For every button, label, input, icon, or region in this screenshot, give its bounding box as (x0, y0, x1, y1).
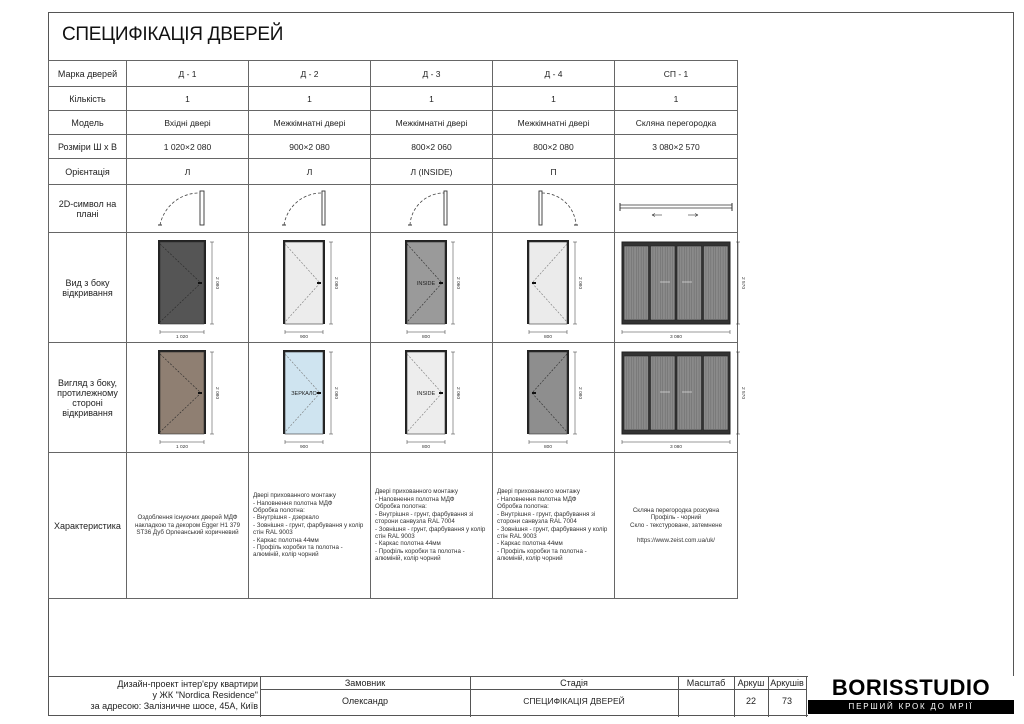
project-line-1: Дизайн-проект інтер'єру квартири (117, 679, 258, 689)
elevation-cell (493, 343, 615, 453)
row-view-back (49, 343, 738, 453)
description-line: - Профіль коробки та полотна - алюміній, колір чорний (253, 544, 343, 559)
sheet-label: Аркуш (737, 678, 765, 688)
stage-value: СПЕЦИФІКАЦІЯ ДВЕРЕЙ (523, 696, 625, 706)
scale-label: Масштаб (686, 678, 726, 688)
description-line: - Внутрішня - дзеркало (253, 514, 319, 522)
description-line: Скляна перегородка розсувна (632, 506, 720, 514)
height-dimension-label: 2 060 (454, 276, 460, 289)
row-mark (49, 61, 738, 87)
description-line: - Внутрішня - грунт, фарбування зі сторони санвузла RAL 7004 (375, 510, 474, 526)
description-line: Двері прихованного монтажу (375, 488, 458, 496)
sheet-value: 22 (745, 696, 756, 706)
width-dimension-label: 900 (299, 334, 308, 340)
door-handle (532, 392, 536, 394)
row-label-view-back: Вигляд з боку, протилежному стороні відкривання (49, 343, 127, 453)
description-line: - Зовнішня - грунт, фарбування у колір стін RAL 9003 (253, 521, 364, 537)
door-orient: Л (249, 159, 371, 185)
door-elevation (496, 346, 612, 450)
height-dimension-label: 2 080 (332, 276, 338, 289)
door-size: 1 020×2 080 (127, 135, 249, 159)
row-label-view-open: Вид з боку відкривання (49, 233, 127, 343)
width-dimension-label: 3 080 (669, 334, 683, 340)
door-size: 900×2 080 (249, 135, 371, 159)
door-plan-symbol (514, 189, 594, 229)
width-dimension-label: 1 020 (175, 334, 188, 340)
elevation-cell (371, 233, 493, 343)
logo-slogan: ПЕРШИЙ КРОК ДО МРІЇ (808, 700, 1014, 714)
row-size (49, 135, 738, 159)
door-plan-symbol (148, 189, 228, 229)
door-orient (615, 159, 738, 185)
height-dimension-label: 2 060 (454, 386, 460, 399)
row-plan (49, 185, 738, 233)
project-address (48, 679, 258, 712)
door-plan-symbol (270, 189, 350, 229)
door-leaf (160, 352, 204, 434)
door-description (371, 453, 493, 599)
row-view-open (49, 233, 738, 343)
door-model: Скляна перегородка (615, 111, 738, 135)
door-elevation (374, 236, 490, 340)
client-value: Олександр (342, 696, 388, 706)
door-mark: Д - 1 (127, 61, 249, 87)
height-dimension-label: 2 080 (576, 386, 582, 399)
elevation-cell (371, 343, 493, 453)
inside-label: ЗЕРКАЛО (290, 390, 317, 397)
width-dimension-label: 800 (421, 334, 430, 340)
description-line: - Наповнення полотна МДФ (375, 495, 455, 503)
door-qty: 1 (493, 87, 615, 111)
door-qty: 1 (371, 87, 493, 111)
door-handle (532, 282, 536, 284)
height-dimension-label: 2 570 (740, 386, 745, 399)
description-line: Обробка полотна: (497, 503, 549, 511)
description-line: - Зовнішня - грунт, фарбування у колір стін RAL 9003 (497, 525, 608, 540)
height-dimension-label: 2 080 (213, 276, 219, 289)
logo-text: BORISSTUDIO (831, 675, 991, 700)
door-model: Межкімнатні двері (493, 111, 615, 135)
row-orient (49, 159, 738, 185)
client-label: Замовник (344, 678, 386, 688)
door-model: Вхідні двері (127, 111, 249, 135)
description-line: Скло - текстуроване, затемнене (629, 521, 723, 529)
description-line: Оздоблення існуючих дверей МДФ накладкою та декором Egger H1 379 ST36 Дуб Орлеанський коричневий (134, 514, 241, 537)
width-dimension-label: 800 (421, 444, 430, 450)
door-size: 3 080×2 570 (615, 135, 738, 159)
stage-label: Стадія (560, 678, 588, 688)
height-dimension-label: 2 570 (740, 276, 745, 289)
plan-cell (493, 185, 615, 233)
row-label-model: Модель (49, 111, 127, 135)
plan-cell (249, 185, 371, 233)
description-line: Профіль - чорний (650, 514, 702, 522)
description-line (619, 529, 733, 536)
height-dimension-label: 2 080 (576, 276, 582, 289)
door-handle (439, 282, 443, 284)
door-description (249, 453, 371, 599)
door-mark: Д - 3 (371, 61, 493, 87)
row-label-size: Розміри Ш х В (49, 135, 127, 159)
sheets-label: Аркушів (770, 678, 804, 688)
door-qty: 1 (249, 87, 371, 111)
description-line: - Каркас полотна 44мм (253, 536, 319, 544)
elevation-cell (615, 343, 745, 453)
door-handle (439, 392, 443, 394)
plan-cell (615, 185, 738, 233)
description-line: - Внутрішня - грунт, фарбування зі сторони санвузла RAL 7004 (497, 510, 596, 526)
row-char (49, 453, 738, 599)
door-mark: СП - 1 (615, 61, 738, 87)
door-qty: 1 (615, 87, 738, 111)
door-description (127, 453, 249, 599)
elevation-cell (493, 233, 615, 343)
inside-label: INSIDE (416, 390, 435, 397)
description-line: - Зовнішня - грунт, фарбування у колір стін RAL 9003 (375, 525, 486, 540)
partition-plan-symbol (618, 197, 734, 221)
width-dimension-label: 1 020 (175, 444, 188, 450)
door-leaf (160, 242, 204, 324)
row-label-plan: 2D-символ на плані (49, 185, 127, 233)
studio-logo (808, 676, 1014, 716)
door-elevation (374, 346, 490, 450)
width-dimension-label: 900 (299, 444, 308, 450)
row-label-mark: Марка дверей (49, 61, 127, 87)
door-elevation (252, 236, 368, 340)
width-dimension-label: 3 080 (669, 444, 683, 450)
row-qty (49, 87, 738, 111)
door-size: 800×2 080 (493, 135, 615, 159)
description-line: Двері прихованного монтажу (497, 488, 580, 496)
row-label-qty: Кількість (49, 87, 127, 111)
door-description (615, 453, 738, 599)
door-orient: Л (INSIDE) (371, 159, 493, 185)
door-handle (198, 392, 202, 394)
elevation-cell (127, 233, 249, 343)
door-handle (317, 282, 321, 284)
description-line: - Профіль коробки та полотна - алюміній, колір чорний (497, 547, 587, 563)
elevation-cell (615, 233, 745, 343)
elevation-cell (249, 343, 371, 453)
door-description (493, 453, 615, 599)
elevation-cell (249, 233, 371, 343)
divider (806, 677, 807, 717)
description-line: - Каркас полотна 44мм (375, 540, 441, 548)
plan-cell (371, 185, 493, 233)
description-line: Обробка полотна: (253, 506, 305, 514)
description-line: - Каркас полотна 44мм (497, 540, 563, 548)
description-line: - Наповнення полотна МДФ (253, 499, 333, 507)
inside-label: INSIDE (416, 280, 435, 287)
door-elevation (618, 346, 745, 450)
door-qty: 1 (127, 87, 249, 111)
description-line: Обробка полотна: (375, 503, 427, 511)
door-size: 800×2 060 (371, 135, 493, 159)
door-mark: Д - 2 (249, 61, 371, 87)
project-line-2: у ЖК "Nordica Residence" (152, 690, 258, 700)
page-title: СПЕЦИФІКАЦІЯ ДВЕРЕЙ (62, 24, 284, 45)
description-line: - Профіль коробки та полотна - алюміній, колір чорний (375, 547, 465, 563)
door-handle (198, 282, 202, 284)
door-model: Межкімнатні двері (371, 111, 493, 135)
height-dimension-label: 2 080 (213, 386, 219, 399)
description-line: https://www.zeist.com.ua/uk/ (636, 536, 716, 544)
door-mark: Д - 4 (493, 61, 615, 87)
elevation-cell (127, 343, 249, 453)
sheets-value: 73 (781, 696, 792, 706)
row-label-orient: Орієнтація (49, 159, 127, 185)
door-orient: Л (127, 159, 249, 185)
door-elevation (252, 346, 368, 450)
width-dimension-label: 800 (543, 444, 552, 450)
door-handle (317, 392, 321, 394)
door-elevation (130, 346, 246, 450)
width-dimension-label: 800 (543, 334, 552, 340)
description-line: - Наповнення полотна МДФ (497, 495, 577, 503)
door-orient: П (493, 159, 615, 185)
door-elevation (130, 236, 246, 340)
project-line-3: за адресою: Залізничне шосе, 45А, Київ (90, 701, 258, 711)
door-spec-table (48, 60, 745, 599)
row-label-char: Характеристика (49, 453, 127, 599)
door-model: Межкімнатні двері (249, 111, 371, 135)
height-dimension-label: 2 080 (332, 386, 338, 399)
row-model (49, 111, 738, 135)
door-elevation (618, 236, 745, 340)
door-elevation (496, 236, 612, 340)
description-line: Двері прихованного монтажу (253, 492, 336, 500)
divider (260, 689, 806, 690)
door-plan-symbol (392, 189, 472, 229)
plan-cell (127, 185, 249, 233)
